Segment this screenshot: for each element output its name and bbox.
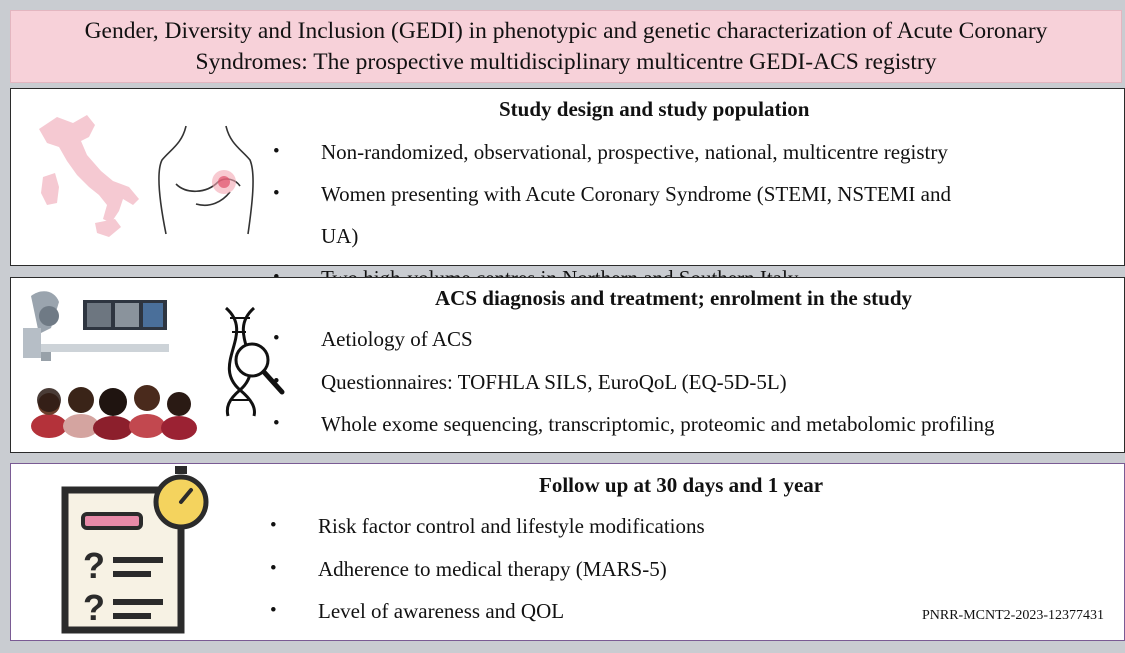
bullet-text: UA) <box>321 224 359 248</box>
bullet-symbol: • <box>270 600 277 621</box>
panel-acs-diagnosis <box>10 277 1125 453</box>
bullet-text: Non-randomized, observational, prospective, national, multicentre registry <box>321 140 948 164</box>
bullet-symbol: • <box>273 141 280 162</box>
bullet-symbol: • <box>273 183 280 204</box>
svg-text:?: ? <box>83 587 105 628</box>
stopwatch-icon <box>151 466 211 534</box>
cath-lab-icon <box>21 288 171 363</box>
panel-follow-up <box>10 463 1125 641</box>
bullet-text: Adherence to medical therapy (MARS-5) <box>318 557 667 581</box>
bullet-symbol: • <box>273 328 280 349</box>
panel-2-heading: ACS diagnosis and treatment; enrolment in the study <box>435 286 913 310</box>
bullet-symbol: • <box>273 413 280 434</box>
bullet-text: Aetiology of ACS <box>321 327 473 351</box>
bullet-symbol: • <box>270 515 277 536</box>
bullet-symbol: • <box>270 558 277 579</box>
bullet-text: Whole exome sequencing, transcriptomic, proteomic and metabolomic profiling <box>321 412 995 436</box>
title-line-2: Syndromes: The prospective multidisciplinary multicentre GEDI-ACS registry <box>195 49 937 75</box>
page-title <box>10 10 1122 83</box>
italy-map-icon <box>29 107 149 247</box>
dna-magnifier-icon <box>216 304 291 419</box>
women-group-icon <box>29 374 199 434</box>
panel-1-heading: Study design and study population <box>499 97 810 121</box>
svg-text:?: ? <box>83 545 105 586</box>
grant-code: PNRR-MCNT2-2023-12377431 <box>921 608 1104 623</box>
panel-3-heading: Follow up at 30 days and 1 year <box>539 473 824 497</box>
chest-pain-icon <box>156 124 256 239</box>
panel-study-design <box>10 88 1125 266</box>
bullet-text: Women presenting with Acute Coronary Syndrome (STEMI, NSTEMI and <box>321 182 951 206</box>
bullet-text: Level of awareness and QOL <box>318 599 565 623</box>
bullet-symbol: • <box>273 371 280 392</box>
bullet-text: Risk factor control and lifestyle modifications <box>318 514 705 538</box>
title-line-1: Gender, Diversity and Inclusion (GEDI) in phenotypic and genetic characterization of Acute Coronary <box>84 18 1048 44</box>
bullet-text: Questionnaires: TOFHLA SILS, EuroQoL (EQ-5D-5L) <box>321 370 787 394</box>
